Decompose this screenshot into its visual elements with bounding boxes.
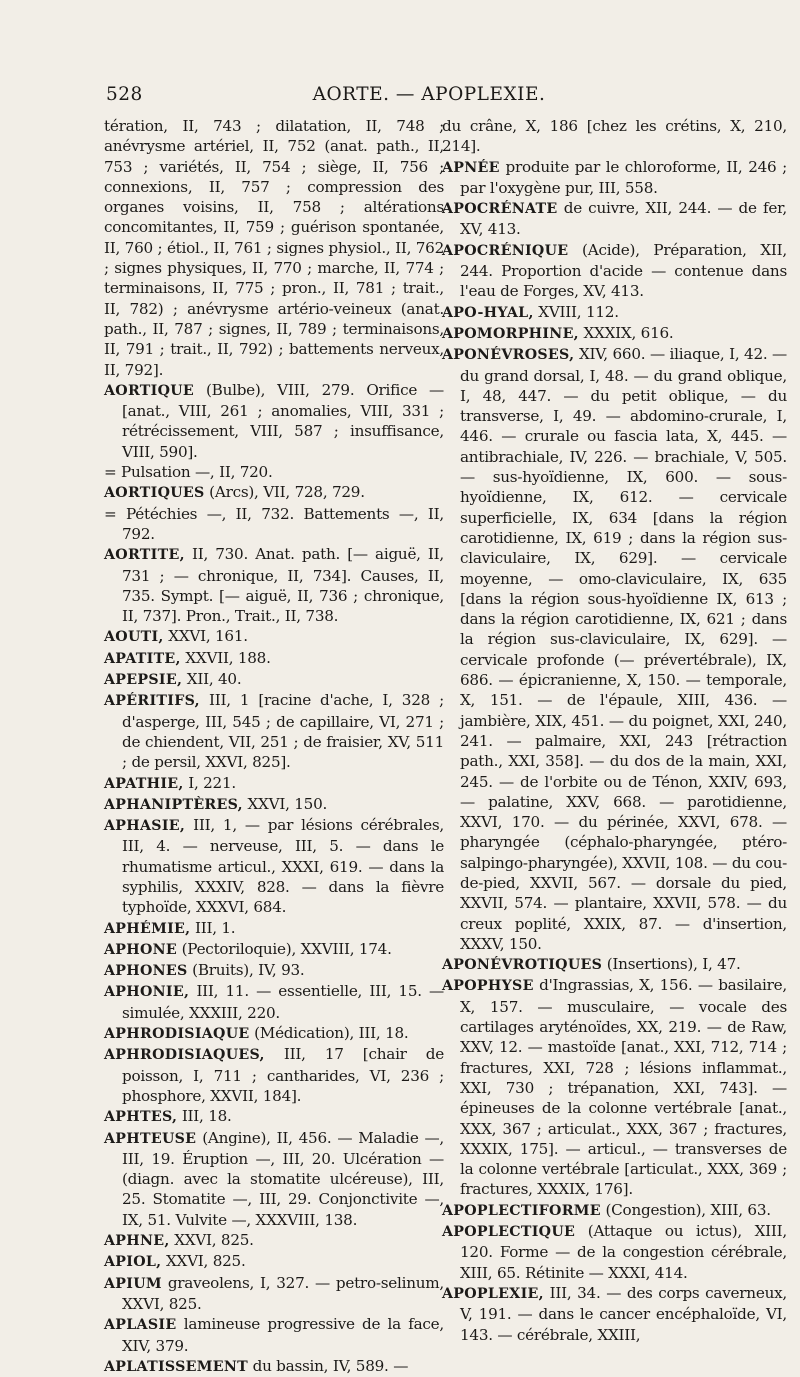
left-column [104, 116, 444, 1377]
index-entry [104, 669, 444, 690]
page-number: 528 [106, 84, 143, 105]
page-header [104, 84, 754, 110]
entry-headword: APOPLECTIFORME [442, 1202, 601, 1219]
entry-text: XXXIX, 616. [583, 323, 674, 342]
entry-text: III, 1. [194, 918, 236, 937]
index-entry [442, 157, 787, 199]
index-entry [442, 975, 787, 1199]
entry-headword: AORTIQUE [104, 382, 195, 399]
entry-headword: APHTEUSE [104, 1130, 197, 1147]
entry-text: (Arcs), VII, 728, 729. [209, 483, 365, 502]
index-entry [104, 648, 444, 669]
entry-text: produite par le chloroforme, II, 246 ; par l'oxygène pur, III, 558. [460, 157, 787, 197]
entry-headword: APO-HYAL, [442, 304, 534, 321]
entry-text: XII, 40. [186, 670, 242, 689]
index-entry [104, 981, 444, 1023]
index-entry [104, 1044, 444, 1106]
entry-text: XXVI, 161. [168, 627, 248, 646]
entry-text: III, 1, — par lésions cérébrales, III, 4. — nerveuse, III, 5. — dans le rhumatisme articul., XXXI, 619. — dans la syphilis, XXXIV, 828. — dans la fièvre typhoïde, XXXVI, 684. [122, 816, 445, 917]
index-entry [104, 626, 444, 647]
entry-text: XVIII, 112. [538, 302, 619, 321]
entry-text: graveolens, I, 327. — petro-selinum, XXVI, 825. [122, 1273, 445, 1313]
entry-headword: AOUTI, [104, 629, 164, 646]
entry-text: III, 1 [racine d'ache, I, 328 ; d'asperge, III, 545 ; de capillaire, VI, 271 ; de chiendent, VII, 251 ; de fraisier, XV, 511 ; de persil, XXVI, 825]. [122, 691, 444, 772]
entry-headword: APHNE, [104, 1233, 170, 1250]
entry-text: (Médication), III, 18. [254, 1024, 409, 1043]
entry-headword: APHONE [104, 941, 178, 958]
index-entry [104, 116, 444, 380]
entry-text: I, 221. [188, 773, 236, 792]
index-entry [104, 544, 444, 626]
entry-headword: APLATISSEMENT [104, 1358, 249, 1375]
entry-headword: APATHIE, [104, 775, 184, 792]
entry-headword: APHRODISIAQUES, [104, 1047, 265, 1064]
entry-headword: APEPSIE, [104, 672, 183, 689]
entry-headword: APOPHYSE [442, 978, 534, 995]
entry-headword: APOCRÉNIQUE [442, 242, 569, 259]
entry-text: (Insertions), I, 47. [606, 955, 741, 974]
index-entry [104, 1273, 444, 1315]
index-entry [104, 462, 444, 482]
index-entry [442, 302, 787, 323]
entry-text: XXVI, 825. [165, 1252, 246, 1271]
index-entry [104, 960, 444, 981]
entry-headword: APIOL, [104, 1254, 162, 1271]
index-entry [442, 240, 787, 302]
entry-text: lamineuse progressive de la face, XIV, 379. [122, 1315, 444, 1355]
entry-headword: APHANIPTÈRES, [104, 796, 243, 813]
index-entry [104, 1023, 444, 1044]
index-entry [442, 198, 787, 240]
entry-text: III, 18. [181, 1107, 232, 1126]
entry-text: du bassin, IV, 589. — [252, 1356, 409, 1375]
entry-headword: APONÉVROSES, [442, 347, 575, 364]
entry-text: (Congestion), XIII, 63. [605, 1200, 771, 1219]
entry-text: (Bulbe), VIII, 279. Orifice — [anat., VIII, 261 ; anomalies, VIII, 331 ; rétrécissement, VIII, 587 ; insuffisance, VIII, 590]. [122, 380, 444, 461]
entry-headword: APHÉMIE, [104, 920, 191, 937]
index-entry [104, 380, 444, 462]
entry-text: (Acide), Préparation, XII, 244. Proportion d'acide — contenue dans l'eau de Forges, XV, 413. [460, 240, 787, 301]
index-entry [104, 815, 444, 917]
index-entry [104, 1106, 444, 1127]
index-entry [442, 116, 787, 157]
entry-headword: APATITE, [104, 650, 181, 667]
entry-text: XXVII, 188. [185, 648, 271, 667]
index-entry [104, 1230, 444, 1251]
entry-headword: APHONIE, [104, 984, 190, 1001]
index-entry [104, 1128, 444, 1230]
entry-headword: APIUM [104, 1275, 162, 1292]
running-title: AORTE. — APOPLEXIE. [312, 84, 546, 105]
entry-text: (Pectoriloquie), XXVIII, 174. [181, 939, 392, 958]
entry-text: de cuivre, XII, 244. — de fer, XV, 413. [460, 199, 788, 239]
entry-headword: APHASIE, [104, 818, 186, 835]
right-column [442, 116, 787, 1345]
index-entry [104, 918, 444, 939]
entry-headword: AORTITE, [104, 547, 185, 564]
entry-text: (Bruits), IV, 93. [192, 961, 305, 980]
entry-text: XXVI, 150. [247, 794, 328, 813]
entry-text: XIV, 660. — iliaque, I, 42. — du grand dorsal, I, 48. — du grand oblique, I, 48, 447. — du petit oblique, — du transverse, I, 49. — abdomino-crurale, I, 446. — crurale ou fascia lata, X, 445. — antibrachiale, IV, 226. — brachiale, V, 505. — sus-hyoïdienne, IX, 600. — sous-hyoïdienne, IX, 612. — cervicale superficielle, IX, 634 [dans la région carotidienne, IX, 619 ; dans la région sus-claviculaire, IX, 629]. — cervicale moyenne, — omo-claviculaire, IX, 635 [dans la région sous-hyoïdienne IX, 613 ; dans la région carotidienne, IX, 621 ; dans la région sus-claviculaire, IX, 629]. — cervicale profonde (— prévertébrale), IX, 686. — épicranienne, X, 150. — temporale, X, 151. — de l'épaule, XIII, 436. — jambière, XIX, 451. — du poignet, XXI, 240, 241. — palmaire, XXI, 243 [rétraction path., XXI, 358]. — du dos de la main, XXI, 245. — de l'orbite ou de Ténon, XXIV, 693, — palatine, XXV, 668. — parotidienne, XXVI, 170. — du périnée, XXVI, 678. — pharyngée (céphalo-pharyngée, ptéro-salpingo-pharyngée), XXVII, 108. — du cou-de-pied, XXVII, 567. — dorsale du pied, XXVII, 574. — plantaire, XXVII, 578. — du creux poplité, XXIX, 87. — d'insertion, XXXV, 150. [460, 345, 787, 953]
index-entry [104, 1314, 444, 1356]
entry-text: II, 730. Anat. path. [— aiguë, II, 731 ; — chronique, II, 734]. Causes, II, 735. Sympt. [— aiguë, II, 736 ; chronique, II, 737]. Pron., Trait., II, 738. [122, 545, 444, 626]
index-entry [104, 1251, 444, 1272]
index-entry [442, 1221, 787, 1283]
index-entry [442, 1283, 787, 1345]
index-entry [442, 1200, 787, 1221]
index-entry [104, 1356, 444, 1377]
entry-headword: APOPLECTIQUE [442, 1224, 576, 1241]
entry-headword: APHTES, [104, 1109, 178, 1126]
entry-text: = Pétéchies —, II, 732. Battements —, II, 792. [104, 504, 444, 543]
entry-headword: APOCRÉNATE [442, 201, 558, 218]
entry-headword: APNÉE [442, 159, 500, 176]
index-entry [104, 690, 444, 772]
index-entry [442, 954, 787, 975]
entry-headword: AORTIQUES [104, 485, 205, 502]
entry-text: du crâne, X, 186 [chez les crétins, X, 210, 214]. [442, 117, 787, 156]
entry-text: XXVI, 825. [174, 1231, 254, 1250]
index-entry [104, 794, 444, 815]
entry-text: (Angine), II, 456. — Maladie —, III, 19. Éruption —, III, 20. Ulcération — (diagn. avec la stomatite ulcéreuse), III, 25. Stomatite —, III, 29. Conjonctivite —, IX, 51. Vulvite —, XXXVIII, 138. [122, 1128, 444, 1229]
index-entry [104, 482, 444, 503]
entry-headword: APHONES [104, 963, 188, 980]
entry-text: III, 17 [chair de poisson, I, 711 ; cantharides, VI, 236 ; phosphore, XXVII, 184]. [122, 1045, 445, 1105]
entry-text: III, 11. — essentielle, III, 15. — simulée, XXXIII, 220. [122, 982, 444, 1022]
entry-text: III, 34. — des corps caverneux, V, 191. — dans le cancer encéphaloïde, VI, 143. — cérébrale, XXIII, [460, 1283, 787, 1344]
entry-text: (Attaque ou ictus), XIII, 120. Forme — de la congestion cérébrale, XIII, 65. Rétinite — XXXI, 414. [460, 1222, 787, 1282]
entry-headword: APHRODISIAQUE [104, 1026, 250, 1043]
entry-headword: APÉRITIFS, [104, 693, 200, 710]
index-entry [104, 504, 444, 545]
index-entry [442, 344, 787, 954]
index-entry [104, 773, 444, 794]
index-entry [442, 323, 787, 344]
entry-headword: APOPLEXIE, [442, 1285, 544, 1302]
entry-headword: APONÉVROTIQUES [442, 957, 603, 974]
entry-headword: APLASIE [104, 1317, 177, 1334]
entry-text: = Pulsation —, II, 720. [104, 463, 273, 482]
index-entry [104, 939, 444, 960]
entry-headword: APOMORPHINE, [442, 325, 579, 342]
entry-text: d'Ingrassias, X, 156. — basilaire, X, 157. — musculaire, — vocale des cartilages aryténoïdes, XX, 219. — de Raw, XXV, 12. — mastoïde [anat., XXI, 712, 714 ; fractures, XXI, 728 ; lésions inflammat., XXI, 730 ; trépanation, XXI, 743]. — épineuses de la colonne vertébrale [anat., XXX, 367 ; articulat., XXX, 367 ; fractures, XXXIX, 175]. — articul., — transverses de la colonne vertébrale [articulat., XXX, 369 ; fractures, XXXIX, 176]. [460, 976, 787, 1199]
entry-text: tération, II, 743 ; dilatation, II, 748 ; anévrysme artériel, II, 752 (anat. path., II, 753 ; variétés, II, 754 ; siège, II, 756 ; connexions, II, 757 ; compression des organes voisins, II, 758 ; altérations concomitantes, II, 759 ; guérison spontanée, II, 760 ; étiol., II, 761 ; signes physiol., II, 762 ; signes physiques, II, 770 ; marche, II, 774 ; terminaisons, II, 775 ; pron., II, 781 ; trait., II, 782) ; anévrysme artério-veineux (anat. path., II, 787 ; signes, II, 789 ; terminaisons, II, 791 ; trait., II, 792) ; battements nerveux, II, 792]. [104, 117, 444, 379]
